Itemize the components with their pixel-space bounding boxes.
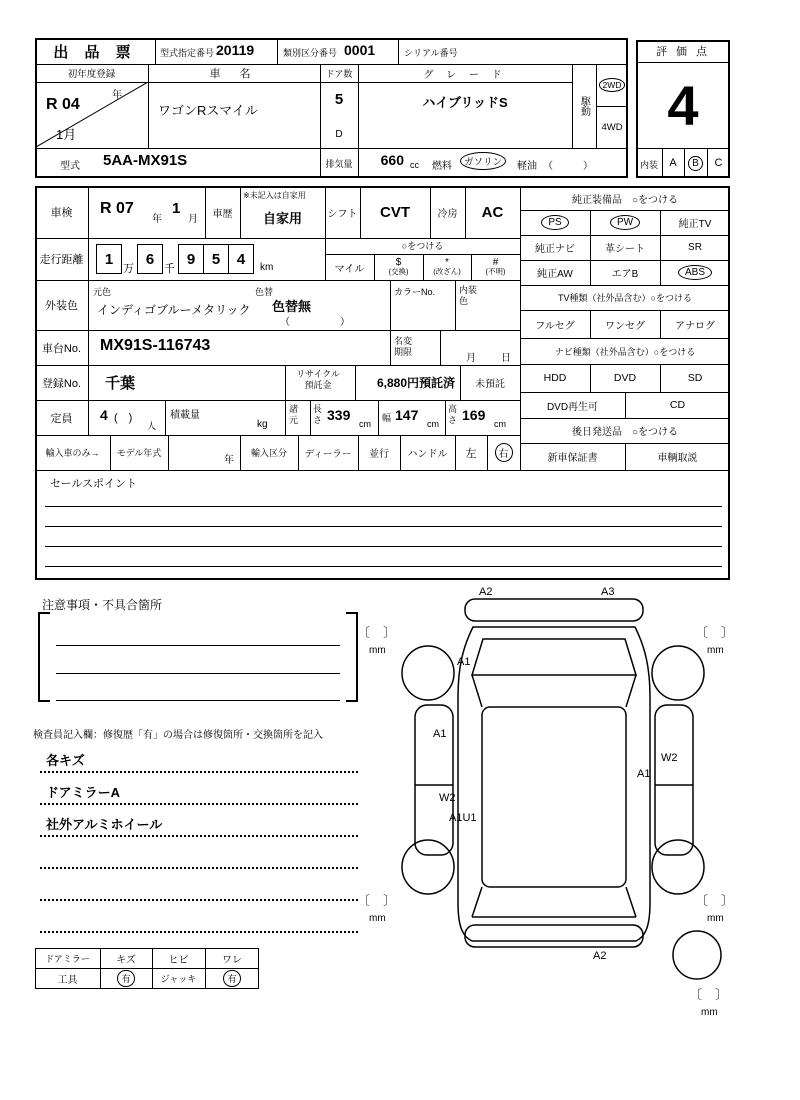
exchange-caption: (交換) <box>388 267 409 277</box>
dotted-line <box>40 931 358 933</box>
panel-grade-label: A2 <box>479 586 493 598</box>
orig-color-label: 元色 <box>93 287 112 297</box>
dotted-line <box>40 835 358 837</box>
mirror-header: ドアミラー <box>45 953 90 964</box>
later-ship-title: 後日発送品 ○をつける <box>571 427 679 438</box>
width-label: 幅 <box>382 413 392 423</box>
mm-label: mm <box>707 913 724 924</box>
recycle-value: 6,880円預託済 <box>376 376 455 390</box>
equip-ps-circled: PS <box>541 215 568 230</box>
divider <box>165 400 166 435</box>
cool-value: AC <box>481 203 504 221</box>
capacity-label: 定員 <box>50 412 73 425</box>
caution-title: 注意事項・不具合箇所 <box>42 598 163 612</box>
displacement-value: 660 <box>380 152 404 168</box>
interior-grade-b-circled: B <box>688 156 703 171</box>
panel-grade-label: A3 <box>601 586 615 598</box>
panel-grade-label: A1U1 <box>449 812 477 824</box>
ext-color-label: 外装色 <box>45 300 78 312</box>
mileage-unknown-cell <box>471 254 520 280</box>
mileage-man-unit: 万 <box>123 263 134 275</box>
equip-sr: SR <box>688 242 702 253</box>
equip-pw-circled: PW <box>610 215 640 230</box>
fuel-label: 燃料 <box>432 161 452 172</box>
equip-airbag: エアB <box>611 269 639 280</box>
mm-bracket: 〔 〕 <box>689 987 729 1002</box>
drive-2wd-circled: 2WD <box>599 78 626 92</box>
capacity-unit: 人 <box>147 421 157 431</box>
panel-grade-label: W2 <box>439 792 456 804</box>
load-label: 積載量 <box>170 410 200 421</box>
inspector-note: 検査員記入欄：修復歴「有」の場合は修復箇所・交換箇所を記入 <box>33 730 323 741</box>
handle-right-circled: 右 <box>495 443 513 462</box>
navi-type-title: ナビ種類（社外品含む）○をつける <box>554 346 696 357</box>
mm-label: mm <box>369 913 386 924</box>
rename-deadline-label: 名変期限 <box>394 336 413 357</box>
sheet-title: 出 品 票 <box>53 43 137 61</box>
equip-abs-circled: ABS <box>678 265 712 280</box>
equip-abs-cell <box>660 260 730 285</box>
equipment-title: 純正装備品 ○をつける <box>571 194 679 206</box>
navi-dvd-play: DVD再生可 <box>546 401 599 413</box>
first-reg-year-unit: 年 <box>112 90 122 101</box>
navi-sd: SD <box>687 372 703 384</box>
handle-right-cell <box>487 435 520 470</box>
car-name-value: ワゴンRスマイル <box>158 103 258 118</box>
windshield <box>472 639 636 675</box>
defect-item: 各キズ <box>46 753 85 768</box>
inspection-label: 車検 <box>50 207 73 219</box>
divider <box>390 330 391 365</box>
model-code-value: 20119 <box>216 42 255 58</box>
front-left-wheel <box>402 646 454 700</box>
doors-label: ドア数 <box>325 68 353 79</box>
spare-wheel <box>673 931 721 979</box>
navi-dvd: DVD <box>613 372 637 384</box>
writing-line <box>45 526 722 527</box>
car-diagram <box>355 585 745 1020</box>
drive-label: 駆動 <box>578 96 590 116</box>
displacement-unit: cc <box>410 160 419 170</box>
divider <box>35 280 520 281</box>
inspection-month: 1 <box>172 200 181 217</box>
inspection-month-unit: 月 <box>188 214 198 225</box>
tv-analog: アナログ <box>675 320 715 332</box>
car-name-label: 車 名 <box>209 68 259 80</box>
orig-color-value: インディゴブルーメタリック <box>97 303 251 317</box>
writing-line <box>56 645 340 646</box>
mm-bracket: 〔 〕 <box>357 893 397 908</box>
mileage-sen-unit: 千 <box>164 263 175 275</box>
scratch-header: キズ <box>116 954 136 966</box>
grade-label: グ レ ー ド <box>423 69 507 81</box>
jack-mark-circled: 有 <box>223 970 240 987</box>
mm-label: mm <box>369 645 386 656</box>
divider <box>285 400 286 435</box>
divider <box>285 365 286 400</box>
front-right-wheel <box>652 646 704 700</box>
drive-4wd: 4WD <box>601 121 623 133</box>
writing-line <box>45 566 722 567</box>
model-year-label: モデル年式 <box>116 448 162 458</box>
handle-label: ハンドル <box>407 449 448 460</box>
divider <box>455 280 456 330</box>
drive-2wd-cell <box>596 64 628 106</box>
recycle-no: 未預託 <box>475 379 505 390</box>
panel-grade-label: A1 <box>457 656 471 668</box>
import-parallel: 並行 <box>369 449 389 460</box>
reg-no-value: 千葉 <box>105 375 136 392</box>
capacity-value: 4 <box>100 407 108 423</box>
tv-fullseg: フルセグ <box>535 320 575 332</box>
pillar-line <box>472 887 482 917</box>
history-value: 自家用 <box>262 210 302 226</box>
mileage-digit-4: 5 <box>203 244 229 274</box>
unknown-symbol: # <box>492 256 499 268</box>
divider <box>378 400 379 435</box>
capacity-paren: ( ) <box>114 412 133 424</box>
import-division-label: 輸入区分 <box>250 448 287 458</box>
tamper-symbol: * <box>445 256 449 268</box>
equip-pw-cell <box>590 210 660 235</box>
front-bumper <box>465 599 643 621</box>
rear-bumper <box>465 925 643 947</box>
color-change-value: 色替無 <box>272 299 312 314</box>
break-header: ワレ <box>222 954 242 966</box>
bracket-left <box>38 612 50 702</box>
rear-right-wheel <box>652 840 704 894</box>
mileage-mile: マイル <box>334 263 365 275</box>
mm-bracket: 〔 〕 <box>695 893 735 908</box>
equip-navi: 純正ナビ <box>535 244 575 255</box>
load-unit: kg <box>257 419 268 430</box>
model-value: 5AA-MX91S <box>103 152 188 169</box>
dotted-line <box>40 867 358 869</box>
writing-line <box>56 673 340 674</box>
mileage-digit-sen: 6 <box>137 244 163 274</box>
serial-label: シリアル番号 <box>404 48 458 58</box>
model-label: 型式 <box>60 161 80 172</box>
divider <box>390 280 391 330</box>
color-change-paren: （ ） <box>280 316 350 328</box>
mm-bracket: 〔 〕 <box>695 625 735 640</box>
interior-grade-a: A <box>669 157 677 169</box>
length-label: 長さ <box>313 404 323 425</box>
mm-label: mm <box>701 1007 718 1018</box>
rename-month: 月 <box>466 353 476 364</box>
unknown-caption: (不明) <box>485 267 506 277</box>
dotted-line <box>40 899 358 901</box>
divider <box>35 330 520 331</box>
mileage-circle-note: ○をつける <box>401 241 444 251</box>
fuel-paren: （ ） <box>543 161 593 172</box>
height-unit: cm <box>494 419 506 429</box>
sales-point-label: セールスポイント <box>50 478 138 490</box>
equip-tv: 純正TV <box>678 219 712 230</box>
height-label: 高さ <box>448 404 458 425</box>
defect-item: 社外アルミホイール <box>46 817 163 832</box>
recycle-label: リサイクル預託金 <box>296 369 340 390</box>
right-door-panel <box>655 705 693 855</box>
divider <box>310 400 311 435</box>
divider <box>88 186 89 435</box>
writing-line <box>45 546 722 547</box>
jack-mark-cell <box>205 968 259 989</box>
roof-panel <box>482 707 626 887</box>
class-code-value: 0001 <box>344 42 376 58</box>
tools-label: 工具 <box>57 975 78 986</box>
divider <box>35 470 730 471</box>
car-body-outline <box>458 627 650 941</box>
pillar-line <box>472 675 482 707</box>
rear-left-wheel <box>402 840 454 894</box>
mileage-tamper-cell <box>423 254 471 280</box>
warranty-book: 新車保証書 <box>547 453 598 464</box>
mileage-label: 走行距離 <box>39 254 84 266</box>
interior-grade-c: C <box>714 157 723 169</box>
width-value: 147 <box>395 407 419 423</box>
divider <box>277 38 278 64</box>
interior-grade-label: 内装 <box>640 160 659 170</box>
navi-hdd: HDD <box>543 372 567 384</box>
mileage-unit: km <box>260 262 274 273</box>
score-label: 評 価 点 <box>655 46 711 58</box>
width-unit: cm <box>427 419 439 429</box>
equip-aw: 純正AW <box>537 269 573 280</box>
tools-mark-circled: 有 <box>117 970 134 987</box>
panel-grade-label: A1 <box>637 768 651 780</box>
fuel-gasoline-circled: ガソリン <box>460 152 506 170</box>
pillar-line <box>626 675 636 707</box>
tools-mark-cell <box>100 968 152 989</box>
model-code-label: 型式指定番号 <box>160 48 215 58</box>
chassis-value: MX91S-116743 <box>100 337 211 354</box>
tv-type-title: TV種類（社外品含む）○をつける <box>558 293 692 303</box>
divider <box>445 400 446 435</box>
fuel-diesel: 軽油 <box>517 161 537 172</box>
crack-header: ヒビ <box>168 954 189 966</box>
displacement-label: 排気量 <box>325 158 353 169</box>
navi-cd: CD <box>669 399 686 411</box>
doors-value: 5 <box>334 90 344 108</box>
jack-label: ジャッキ <box>160 974 197 984</box>
mm-label: mm <box>707 645 724 656</box>
history-note: ※未記入は自家用 <box>243 191 306 200</box>
first-reg-month: 1月 <box>56 127 77 142</box>
chassis-label: 車台No. <box>41 342 82 355</box>
import-dealer: ディーラー <box>304 448 352 460</box>
pillar-line <box>626 887 636 917</box>
mileage-digit-3: 9 <box>178 244 204 274</box>
inspection-year-unit: 年 <box>152 214 162 225</box>
interior-grade-b-cell <box>684 148 707 178</box>
dotted-line <box>40 803 358 805</box>
grade-value: ハイブリッドS <box>422 94 508 110</box>
inspection-era: R 07 <box>100 200 134 217</box>
score-value: 4 <box>667 73 699 137</box>
diagonal-strike <box>36 82 148 147</box>
mileage-digit-man: 1 <box>96 244 122 274</box>
length-unit: cm <box>359 419 371 429</box>
dotted-line <box>40 771 358 773</box>
mileage-digit-5: 4 <box>228 244 254 274</box>
spec-label: 諸元 <box>289 404 299 425</box>
writing-line <box>45 506 722 507</box>
history-label: 車歴 <box>212 208 233 220</box>
fuel-gasoline-cell <box>460 152 506 170</box>
equip-leather: 革シート <box>605 244 645 255</box>
divider <box>398 38 399 64</box>
shift-label: シフト <box>327 208 358 220</box>
panel-grade-label: A2 <box>593 950 607 962</box>
divider <box>35 365 520 366</box>
reg-no-label: 登録No. <box>41 377 82 390</box>
mm-bracket: 〔 〕 <box>357 625 397 640</box>
exchange-symbol: $ <box>395 256 402 268</box>
defect-item: ドアミラーA <box>46 785 120 800</box>
writing-line <box>56 700 340 701</box>
handle-left: 左 <box>465 447 477 460</box>
class-code-label: 類別区分番号 <box>283 48 338 58</box>
first-reg-era: R 04 <box>46 96 80 113</box>
color-change-label: 色替 <box>255 287 274 297</box>
height-value: 169 <box>462 407 486 423</box>
panel-grade-label: W2 <box>661 752 678 764</box>
length-value: 339 <box>327 407 351 423</box>
vehicle-manual: 車輌取説 <box>657 453 698 464</box>
equip-ps-cell <box>520 210 590 235</box>
shift-value: CVT <box>380 203 410 221</box>
divider <box>168 435 169 470</box>
divider <box>440 330 441 365</box>
tamper-caption: (改ざん) <box>433 267 461 277</box>
divider <box>155 38 156 64</box>
color-no-label: カラーNo. <box>394 287 436 297</box>
rename-day: 日 <box>501 353 511 364</box>
cool-label: 冷房 <box>437 208 458 220</box>
tv-oneseg: ワンセグ <box>605 320 645 332</box>
import-label: 輸入車のみ→ <box>45 448 100 458</box>
doors-unit: D <box>335 128 343 140</box>
first-reg-label: 初年度登録 <box>67 69 116 80</box>
mileage-exchange-cell <box>374 254 423 280</box>
panel-grade-label: A1 <box>433 728 447 740</box>
model-year-unit: 年 <box>224 455 234 466</box>
int-color-label: 内装色 <box>459 285 478 306</box>
divider <box>35 400 520 401</box>
